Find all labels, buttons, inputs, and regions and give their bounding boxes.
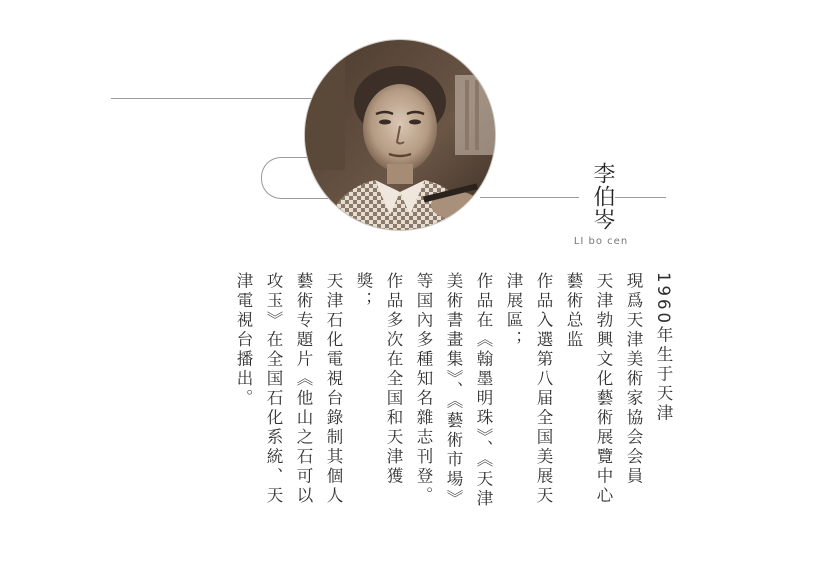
decorative-line-left <box>111 98 326 99</box>
bio-line: 1960年生于天津 <box>654 272 673 424</box>
bio-line: 天津勃興文化藝術展覽中心藝術总监 <box>564 272 613 506</box>
artist-name-chinese: 李伯岑 <box>579 160 615 233</box>
bio-line: 作品多次在全国和天津獲獎； <box>354 272 403 487</box>
bio-line: 作品在《翰墨明珠》、《天津美術書畫集》、《藝術市場》等国內多種知名雜志刊登。 <box>414 272 493 509</box>
biography-text <box>148 272 678 512</box>
artist-name-pinyin: LI bo cen <box>573 236 629 247</box>
bio-line: 作品入選第八届全国美展天津展區； <box>504 272 553 506</box>
artist-portrait <box>305 40 495 230</box>
bio-line: 天津石化電視台錄制其個人藝術专題片《他山之石可以攻玉》在全国石化系統、天津電視台播出。 <box>234 272 343 506</box>
bio-line: 現爲天津美術家協会会員 <box>624 272 643 487</box>
decorative-line-right <box>480 197 666 198</box>
